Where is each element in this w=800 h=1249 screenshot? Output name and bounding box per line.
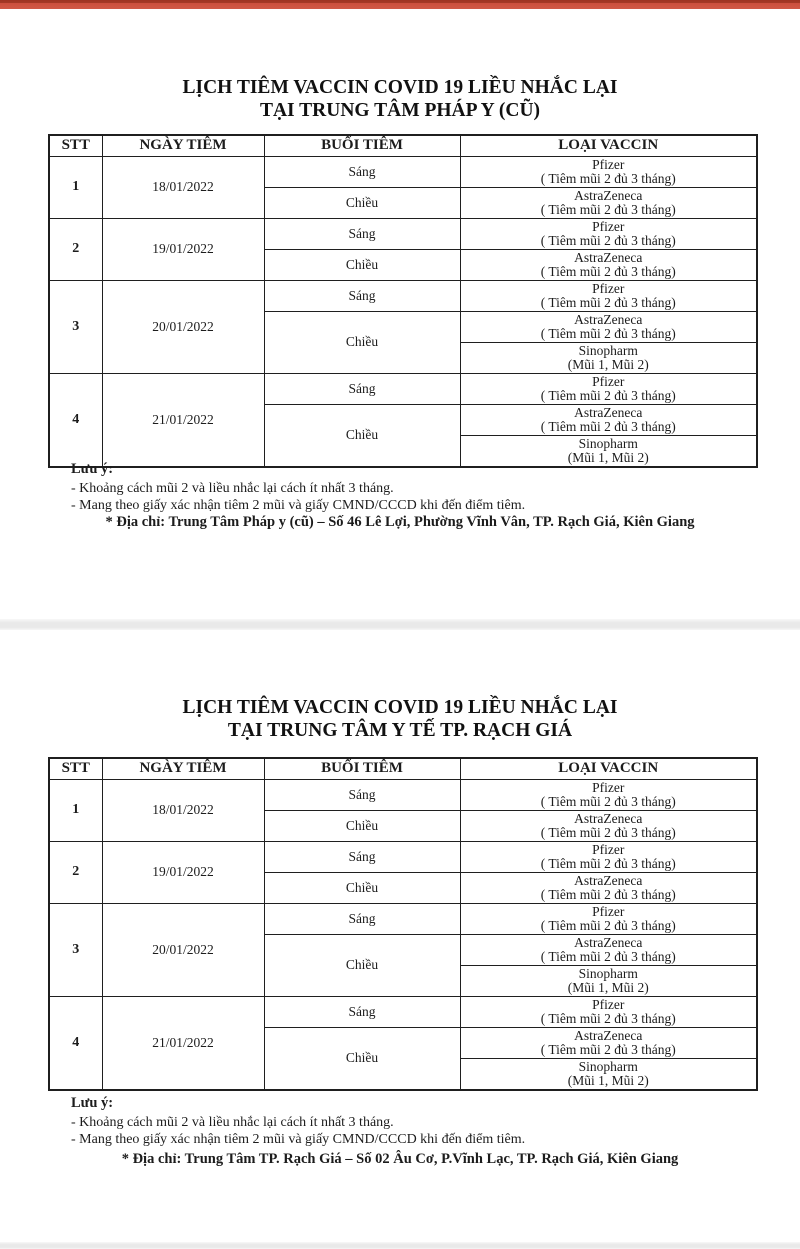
page1-title-line2: TẠI TRUNG TÂM PHÁP Y (CŨ) xyxy=(259,100,541,121)
date-cell: 21/01/2022 xyxy=(102,996,264,1090)
vaccine-note: ( Tiêm mũi 2 đủ 3 tháng) xyxy=(540,170,676,186)
stt-cell: 2 xyxy=(49,218,102,280)
date-cell: 19/01/2022 xyxy=(102,841,264,903)
vaccine-cell xyxy=(460,280,757,311)
table-row xyxy=(49,156,757,187)
page2-title-line2: TẠI TRUNG TÂM Y TẾ TP. RẠCH GIÁ xyxy=(227,720,573,741)
session-cell: Chiều xyxy=(264,872,460,903)
vaccine-note: ( Tiêm mũi 2 đủ 3 tháng) xyxy=(540,387,676,403)
vaccine-cell xyxy=(460,249,757,280)
vaccine-name: AstraZeneca xyxy=(574,404,643,420)
vaccine-note: ( Tiêm mũi 2 đủ 3 tháng) xyxy=(540,201,676,217)
vaccine-name: AstraZeneca xyxy=(574,810,643,826)
vaccine-cell xyxy=(460,218,757,249)
vaccine-note: (Mũi 1, Mũi 2) xyxy=(567,979,649,995)
table-row xyxy=(49,996,757,1027)
col-header-stt: STT xyxy=(49,758,102,779)
vaccine-note: ( Tiêm mũi 2 đủ 3 tháng) xyxy=(540,948,676,964)
vaccine-note: ( Tiêm mũi 2 đủ 3 tháng) xyxy=(540,325,676,341)
vaccine-note: ( Tiêm mũi 2 đủ 3 tháng) xyxy=(540,418,676,434)
vaccine-note: ( Tiêm mũi 2 đủ 3 tháng) xyxy=(540,1010,676,1026)
stt-cell: 4 xyxy=(49,373,102,467)
table-row xyxy=(49,903,757,934)
vaccine-cell xyxy=(460,373,757,404)
vaccine-cell xyxy=(460,779,757,810)
col-header-buoi-tiem: BUỔI TIÊM xyxy=(264,135,460,156)
vaccine-cell xyxy=(460,934,757,965)
note-line: - Khoảng cách mũi 2 và liều nhắc lại cách ít nhất 3 tháng. xyxy=(71,480,394,496)
vaccine-note: ( Tiêm mũi 2 đủ 3 tháng) xyxy=(540,1041,676,1057)
vaccine-name: AstraZeneca xyxy=(574,249,643,265)
session-cell: Sáng xyxy=(264,841,460,872)
vaccine-cell xyxy=(460,404,757,435)
session-cell: Chiều xyxy=(264,249,460,280)
vaccine-name: AstraZeneca xyxy=(574,311,643,327)
vaccine-note: ( Tiêm mũi 2 đủ 3 tháng) xyxy=(540,294,676,310)
vaccine-cell xyxy=(460,996,757,1027)
vaccine-note: (Mũi 1, Mũi 2) xyxy=(567,1072,649,1088)
session-cell: Chiều xyxy=(264,311,460,373)
note-line: - Mang theo giấy xác nhận tiêm 2 mũi và giấy CMND/CCCD khi đến điểm tiêm. xyxy=(71,498,526,513)
table-header-row xyxy=(49,135,757,156)
notes-heading: Lưu ý: xyxy=(71,1095,114,1111)
session-cell: Sáng xyxy=(264,996,460,1027)
stt-cell: 3 xyxy=(49,903,102,996)
vaccine-name: Pfizer xyxy=(592,841,625,857)
vaccine-name: AstraZeneca xyxy=(574,1027,643,1043)
page1-notes xyxy=(71,461,731,515)
page2-address: * Địa chỉ: Trung Tâm TP. Rạch Giá – Số 02 Âu Cơ, P.Vĩnh Lạc, TP. Rạch Giá, Kiên Giang xyxy=(121,1151,679,1167)
session-cell: Sáng xyxy=(264,218,460,249)
vaccine-name: Pfizer xyxy=(592,218,625,234)
session-cell: Chiều xyxy=(264,934,460,996)
vaccine-name: Pfizer xyxy=(592,280,625,296)
col-header-ngay-tiem: NGÀY TIÊM xyxy=(102,758,264,779)
vaccine-note: ( Tiêm mũi 2 đủ 3 tháng) xyxy=(540,886,676,902)
vaccine-name: AstraZeneca xyxy=(574,872,643,888)
session-cell: Chiều xyxy=(264,187,460,218)
vaccine-name: Sinopharm xyxy=(578,965,638,981)
vaccine-name: Sinopharm xyxy=(578,1058,638,1074)
schedule-table-phap-y xyxy=(48,134,758,468)
date-cell: 18/01/2022 xyxy=(102,156,264,218)
stt-cell: 2 xyxy=(49,841,102,903)
vaccine-name: Sinopharm xyxy=(578,342,638,358)
vaccine-note: ( Tiêm mũi 2 đủ 3 tháng) xyxy=(540,263,676,279)
vaccine-name: Sinopharm xyxy=(578,435,638,451)
table-row xyxy=(49,841,757,872)
vaccine-name: AstraZeneca xyxy=(574,934,643,950)
vaccine-cell xyxy=(460,872,757,903)
page-break-separator-bottom xyxy=(0,1242,800,1249)
vaccine-cell xyxy=(460,965,757,996)
session-cell: Sáng xyxy=(264,373,460,404)
note-line: - Khoảng cách mũi 2 và liều nhắc lại cách ít nhất 3 tháng. xyxy=(71,1114,394,1130)
date-cell: 20/01/2022 xyxy=(102,280,264,373)
table-row xyxy=(49,373,757,404)
session-cell: Sáng xyxy=(264,280,460,311)
session-cell: Sáng xyxy=(264,156,460,187)
vaccine-note: ( Tiêm mũi 2 đủ 3 tháng) xyxy=(540,232,676,248)
col-header-ngay-tiem: NGÀY TIÊM xyxy=(102,135,264,156)
stt-cell: 1 xyxy=(49,779,102,841)
vaccine-name: Pfizer xyxy=(592,996,625,1012)
schedule-table-y-te-rach-gia xyxy=(48,757,758,1091)
table-row xyxy=(49,280,757,311)
stt-cell: 1 xyxy=(49,156,102,218)
table-header-row xyxy=(49,758,757,779)
date-cell: 18/01/2022 xyxy=(102,779,264,841)
vaccine-note: (Mũi 1, Mũi 2) xyxy=(567,449,649,465)
vaccine-name: Pfizer xyxy=(592,156,625,172)
col-header-buoi-tiem: BUỔI TIÊM xyxy=(264,758,460,779)
page2-notes xyxy=(71,1095,731,1149)
page1-title-line1: LỊCH TIÊM VACCIN COVID 19 LIỀU NHẮC LẠI xyxy=(182,77,618,98)
col-header-stt: STT xyxy=(49,135,102,156)
vaccine-cell xyxy=(460,311,757,342)
col-header-loai-vaccin: LOẠI VACCIN xyxy=(460,135,757,156)
vaccine-name: AstraZeneca xyxy=(574,187,643,203)
vaccine-note: ( Tiêm mũi 2 đủ 3 tháng) xyxy=(540,824,676,840)
vaccine-note: ( Tiêm mũi 2 đủ 3 tháng) xyxy=(540,855,676,871)
vaccine-cell xyxy=(460,1027,757,1058)
session-cell: Sáng xyxy=(264,903,460,934)
vaccine-name: Pfizer xyxy=(592,779,625,795)
col-header-loai-vaccin: LOẠI VACCIN xyxy=(460,758,757,779)
page2-title xyxy=(0,696,800,742)
page-break-separator xyxy=(0,619,800,630)
table-row xyxy=(49,218,757,249)
vaccine-cell xyxy=(460,841,757,872)
stt-cell: 3 xyxy=(49,280,102,373)
session-cell: Chiều xyxy=(264,1027,460,1090)
vaccine-cell xyxy=(460,187,757,218)
session-cell: Chiều xyxy=(264,404,460,467)
vaccine-cell xyxy=(460,903,757,934)
date-cell: 21/01/2022 xyxy=(102,373,264,467)
vaccine-cell xyxy=(460,156,757,187)
vaccine-cell xyxy=(460,810,757,841)
page1-title xyxy=(0,76,800,122)
vaccine-cell xyxy=(460,1058,757,1090)
session-cell: Sáng xyxy=(264,779,460,810)
vaccine-note: ( Tiêm mũi 2 đủ 3 tháng) xyxy=(540,917,676,933)
page2-title-line1: LỊCH TIÊM VACCIN COVID 19 LIỀU NHẮC LẠI xyxy=(182,697,618,718)
date-cell: 20/01/2022 xyxy=(102,903,264,996)
vaccine-note: (Mũi 1, Mũi 2) xyxy=(567,356,649,372)
date-cell: 19/01/2022 xyxy=(102,218,264,280)
vaccine-cell xyxy=(460,342,757,373)
notes-heading: Lưu ý: xyxy=(71,461,114,477)
accent-top-bar xyxy=(0,0,800,9)
session-cell: Chiều xyxy=(264,810,460,841)
note-line: - Mang theo giấy xác nhận tiêm 2 mũi và giấy CMND/CCCD khi đến điểm tiêm. xyxy=(71,1132,526,1147)
table-row xyxy=(49,779,757,810)
vaccine-note: ( Tiêm mũi 2 đủ 3 tháng) xyxy=(540,793,676,809)
vaccine-name: Pfizer xyxy=(592,903,625,919)
vaccine-name: Pfizer xyxy=(592,373,625,389)
stt-cell: 4 xyxy=(49,996,102,1090)
page1-address: * Địa chỉ: Trung Tâm Pháp y (cũ) – Số 46 Lê Lợi, Phường Vĩnh Vân, TP. Rạch Giá, Kiên Giang xyxy=(105,514,695,530)
